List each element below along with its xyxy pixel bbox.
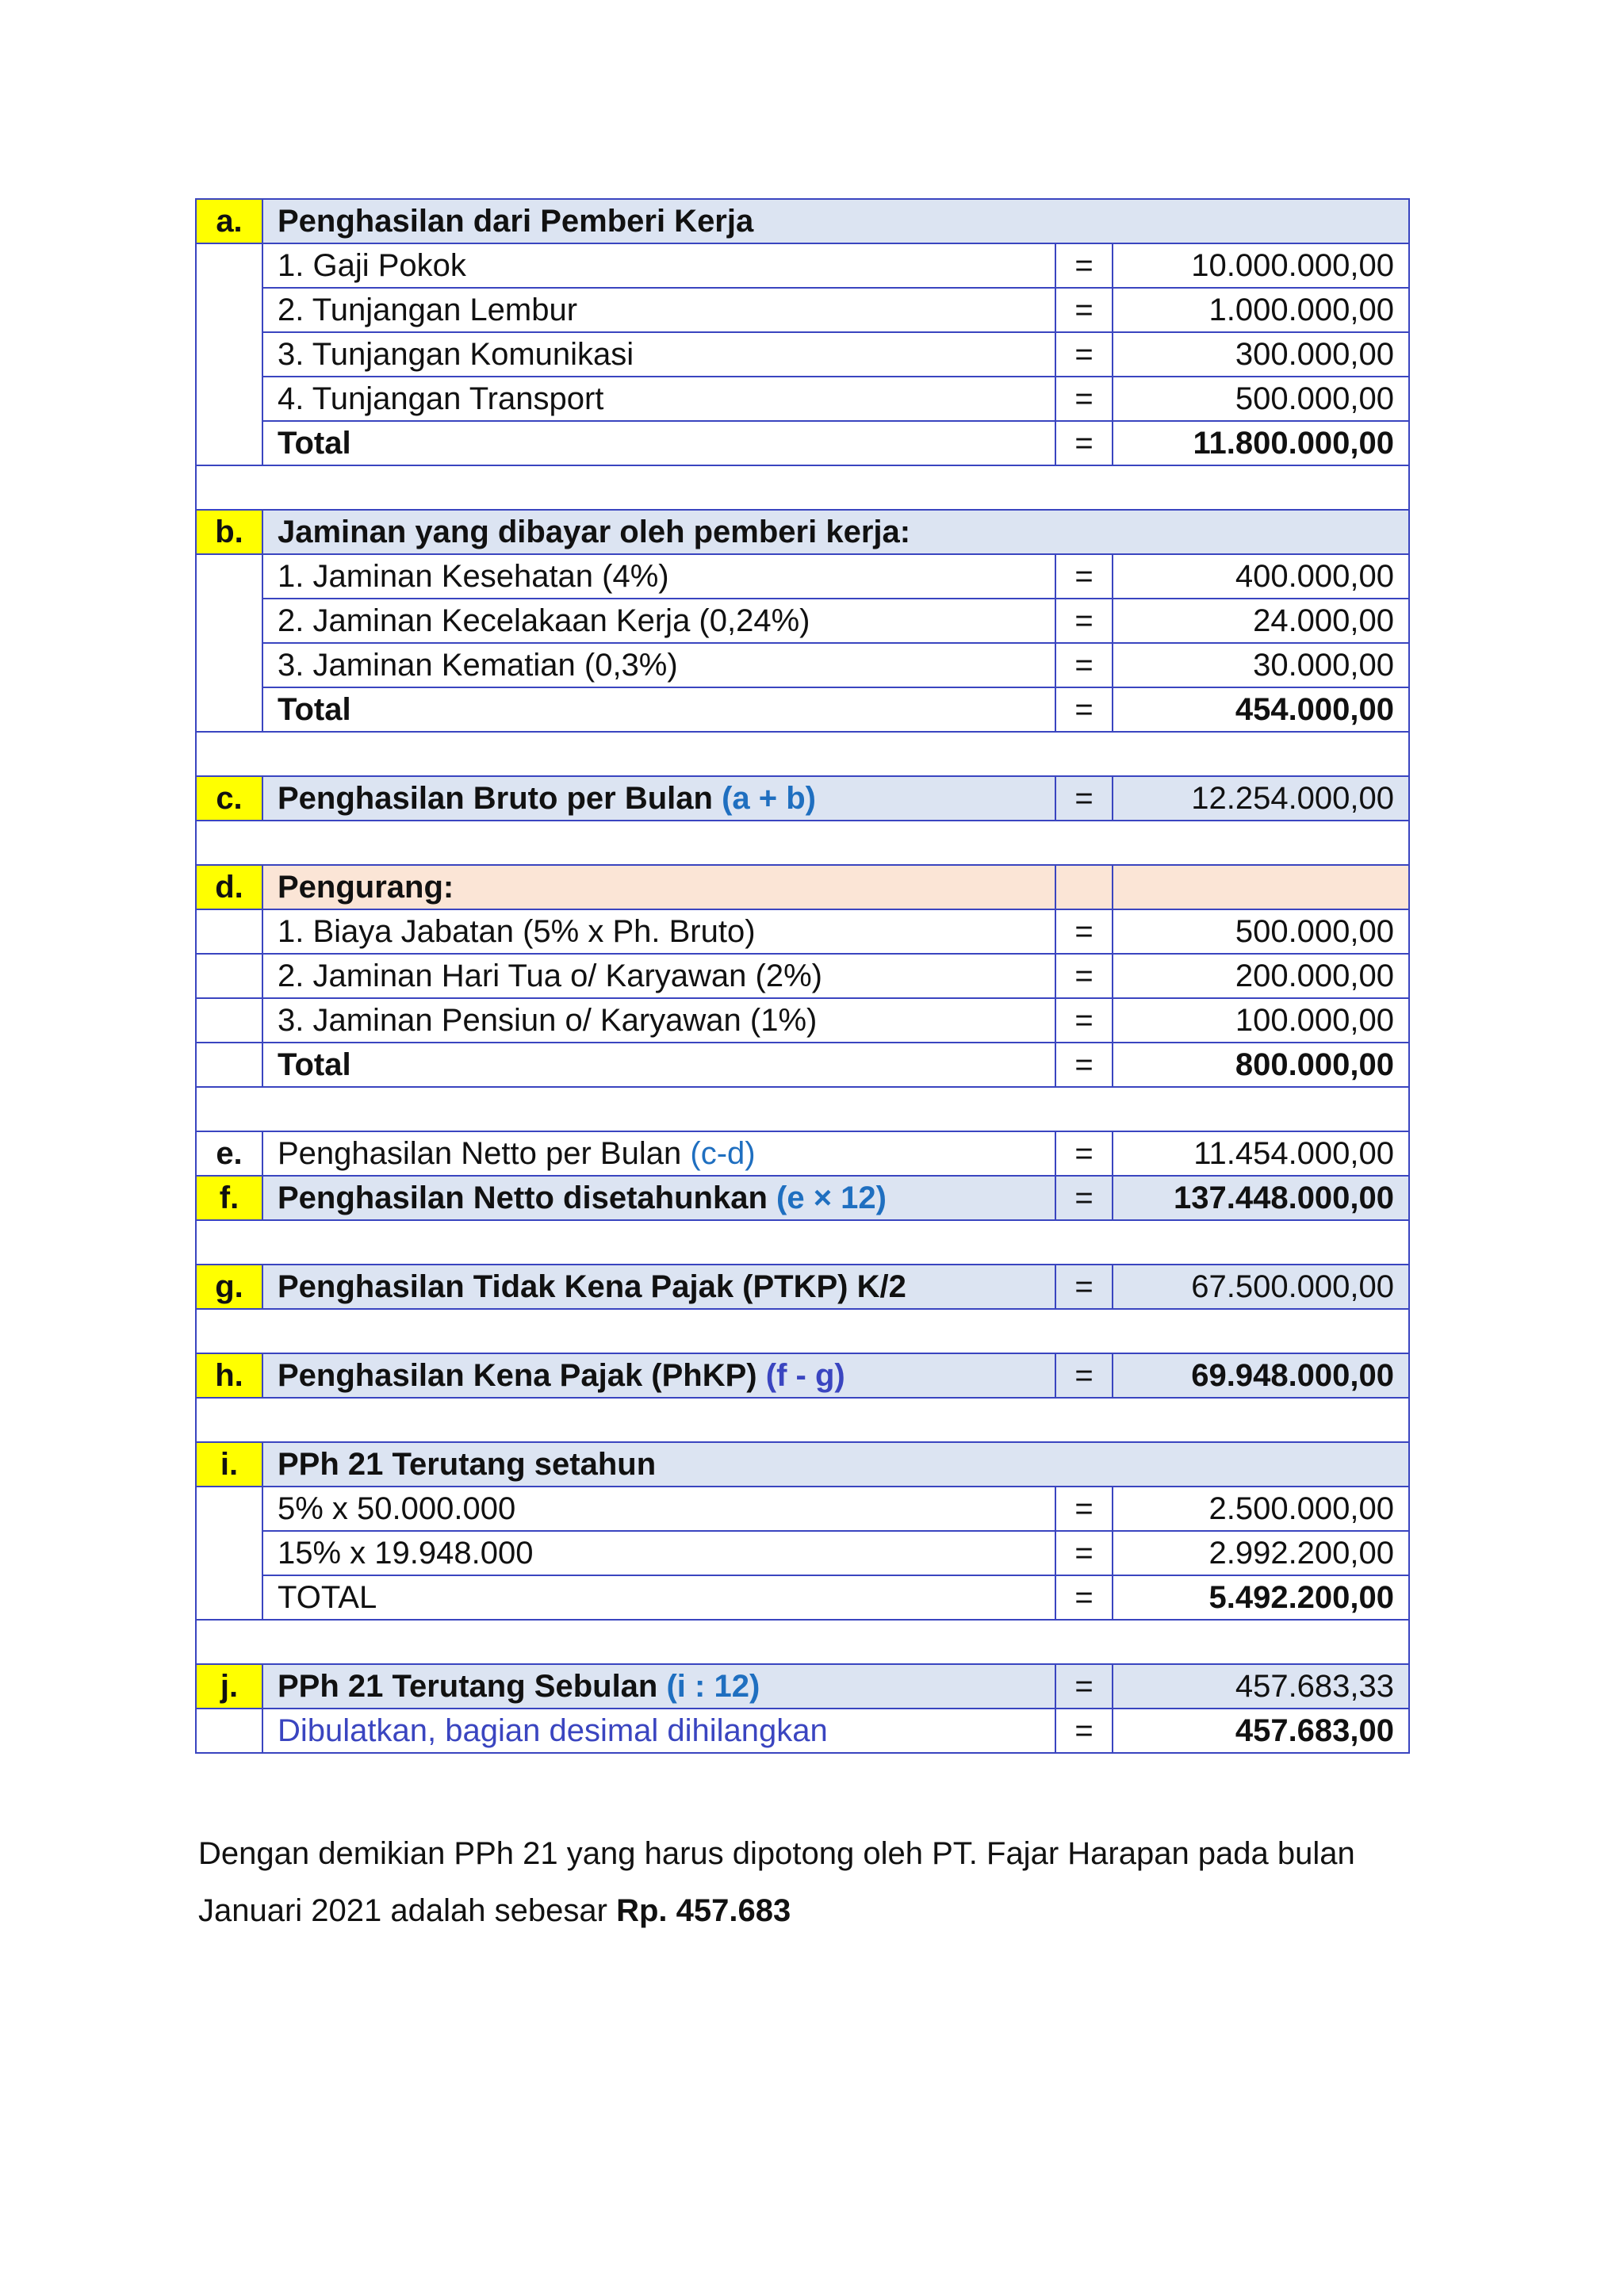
- section-b-letter: b.: [196, 510, 262, 554]
- rounded-row: [196, 1709, 1409, 1753]
- section-b-header: [196, 510, 1409, 554]
- section-j-title-cell: [262, 1664, 1055, 1709]
- section-a-header: [196, 199, 1409, 243]
- section-h-value: 69.948.000,00: [1113, 1353, 1409, 1398]
- section-g-letter: g.: [196, 1265, 262, 1309]
- equals-sign: =: [1055, 1531, 1113, 1575]
- table-row: [196, 554, 1409, 599]
- row-value: 24.000,00: [1113, 599, 1409, 643]
- total-value: 454.000,00: [1113, 687, 1409, 732]
- section-j-title: PPh 21 Terutang Sebulan: [278, 1669, 658, 1704]
- equals-sign: =: [1055, 687, 1113, 732]
- section-j-value: 457.683,33: [1113, 1664, 1409, 1709]
- section-a-title: Penghasilan dari Pemberi Kerja: [262, 199, 1409, 243]
- equals-sign: =: [1055, 998, 1113, 1043]
- spacer-row: [196, 1087, 1409, 1131]
- table-row: [196, 909, 1409, 954]
- section-g-value: 67.500.000,00: [1113, 1265, 1409, 1309]
- row-label: 1. Jaminan Kesehatan (4%): [262, 554, 1055, 599]
- section-a-letter: a.: [196, 199, 262, 243]
- equals-sign: =: [1055, 1664, 1113, 1709]
- equals-sign: =: [1055, 1709, 1113, 1753]
- section-f-row: [196, 1176, 1409, 1220]
- equals-sign: =: [1055, 1487, 1113, 1531]
- spacer-row: [196, 465, 1409, 510]
- equals-sign: =: [1055, 332, 1113, 377]
- section-f-letter: f.: [196, 1176, 262, 1220]
- section-c-title-cell: [262, 776, 1055, 821]
- section-h-letter: h.: [196, 1353, 262, 1398]
- section-j-letter: j.: [196, 1664, 262, 1709]
- conclusion-text: Dengan demikian PPh 21 yang harus dipotong oleh PT. Fajar Harapan pada bulan Januari 2021 adalah sebesar: [198, 1836, 1355, 1928]
- section-e-ref: (c-d): [690, 1136, 756, 1171]
- row-value: 10.000.000,00: [1113, 243, 1409, 288]
- equals-sign: =: [1055, 1176, 1113, 1220]
- total-value: 5.492.200,00: [1113, 1575, 1409, 1620]
- row-label: 5% x 50.000.000: [262, 1487, 1055, 1531]
- total-label: Total: [262, 421, 1055, 465]
- equals-sign: =: [1055, 1575, 1113, 1620]
- section-e-row: [196, 1131, 1409, 1176]
- equals-sign: =: [1055, 288, 1113, 332]
- equals-sign: =: [1055, 643, 1113, 687]
- equals-sign: =: [1055, 554, 1113, 599]
- section-d-letter: d.: [196, 865, 262, 909]
- section-h-title-cell: [262, 1353, 1055, 1398]
- row-value: 400.000,00: [1113, 554, 1409, 599]
- section-f-value: 137.448.000,00: [1113, 1176, 1409, 1220]
- row-value: 30.000,00: [1113, 643, 1409, 687]
- row-value: 200.000,00: [1113, 954, 1409, 998]
- equals-sign: =: [1055, 243, 1113, 288]
- section-h-ref: (f - g): [765, 1358, 845, 1393]
- section-j-ref: (i : 12): [666, 1669, 760, 1704]
- section-j-row: [196, 1664, 1409, 1709]
- section-f-title: Penghasilan Netto disetahunkan: [278, 1181, 768, 1215]
- conclusion-paragraph: [198, 1825, 1435, 1939]
- section-g-title: Penghasilan Tidak Kena Pajak (PTKP) K/2: [262, 1265, 1055, 1309]
- section-e-title: Penghasilan Netto per Bulan: [278, 1136, 682, 1171]
- section-c-letter: c.: [196, 776, 262, 821]
- rounded-label: Dibulatkan, bagian desimal dihilangkan: [262, 1709, 1055, 1753]
- spacer-row: [196, 732, 1409, 776]
- section-d-header: [196, 865, 1409, 909]
- equals-sign: =: [1055, 1353, 1113, 1398]
- tax-calculation-table: [195, 198, 1410, 1754]
- section-g-row: [196, 1265, 1409, 1309]
- equals-sign: =: [1055, 599, 1113, 643]
- section-c-ref: (a + b): [722, 781, 816, 816]
- table-row: [196, 998, 1409, 1043]
- section-i-letter: i.: [196, 1442, 262, 1487]
- row-label: 3. Jaminan Pensiun o/ Karyawan (1%): [262, 998, 1055, 1043]
- row-value: 2.500.000,00: [1113, 1487, 1409, 1531]
- equals-sign: =: [1055, 1131, 1113, 1176]
- row-value: 1.000.000,00: [1113, 288, 1409, 332]
- equals-sign: =: [1055, 421, 1113, 465]
- table-row: [196, 243, 1409, 288]
- rounded-value: 457.683,00: [1113, 1709, 1409, 1753]
- equals-sign: =: [1055, 954, 1113, 998]
- section-h-row: [196, 1353, 1409, 1398]
- row-value: 2.992.200,00: [1113, 1531, 1409, 1575]
- table-row: [196, 599, 1409, 643]
- row-label: 1. Biaya Jabatan (5% x Ph. Bruto): [262, 909, 1055, 954]
- section-c-row: [196, 776, 1409, 821]
- total-row: [196, 687, 1409, 732]
- total-label: TOTAL: [262, 1575, 1055, 1620]
- section-e-title-cell: [262, 1131, 1055, 1176]
- spacer-row: [196, 1620, 1409, 1664]
- spacer-row: [196, 821, 1409, 865]
- row-label: 15% x 19.948.000: [262, 1531, 1055, 1575]
- section-e-value: 11.454.000,00: [1113, 1131, 1409, 1176]
- row-label: 3. Jaminan Kematian (0,3%): [262, 643, 1055, 687]
- spacer-row: [196, 1398, 1409, 1442]
- row-label: 3. Tunjangan Komunikasi: [262, 332, 1055, 377]
- row-label: 4. Tunjangan Transport: [262, 377, 1055, 421]
- total-value: 11.800.000,00: [1113, 421, 1409, 465]
- total-value: 800.000,00: [1113, 1043, 1409, 1087]
- total-label: Total: [262, 1043, 1055, 1087]
- row-value: 500.000,00: [1113, 909, 1409, 954]
- spacer-row: [196, 1309, 1409, 1353]
- section-d-title: Pengurang:: [262, 865, 1055, 909]
- equals-sign: =: [1055, 1265, 1113, 1309]
- row-label: 2. Jaminan Kecelakaan Kerja (0,24%): [262, 599, 1055, 643]
- section-i-title: PPh 21 Terutang setahun: [262, 1442, 1409, 1487]
- equals-sign: =: [1055, 909, 1113, 954]
- total-row: [196, 1575, 1409, 1620]
- section-c-value: 12.254.000,00: [1113, 776, 1409, 821]
- section-i-header: [196, 1442, 1409, 1487]
- section-f-ref: (e × 12): [776, 1181, 887, 1215]
- row-label: 2. Tunjangan Lembur: [262, 288, 1055, 332]
- table-row: [196, 643, 1409, 687]
- spacer-row: [196, 1220, 1409, 1265]
- equals-sign: =: [1055, 377, 1113, 421]
- row-value: 100.000,00: [1113, 998, 1409, 1043]
- equals-sign: =: [1055, 1043, 1113, 1087]
- equals-sign: =: [1055, 776, 1113, 821]
- row-value: 300.000,00: [1113, 332, 1409, 377]
- row-value: 500.000,00: [1113, 377, 1409, 421]
- total-label: Total: [262, 687, 1055, 732]
- total-row: [196, 421, 1409, 465]
- section-c-title: Penghasilan Bruto per Bulan: [278, 781, 713, 816]
- table-row: [196, 1487, 1409, 1531]
- section-h-title: Penghasilan Kena Pajak (PhKP): [278, 1358, 757, 1393]
- table-row: [196, 954, 1409, 998]
- section-f-title-cell: [262, 1176, 1055, 1220]
- row-label: 2. Jaminan Hari Tua o/ Karyawan (2%): [262, 954, 1055, 998]
- section-e-letter: e.: [196, 1131, 262, 1176]
- section-b-title: Jaminan yang dibayar oleh pemberi kerja:: [262, 510, 1409, 554]
- table-row: [196, 377, 1409, 421]
- table-row: [196, 288, 1409, 332]
- row-label: 1. Gaji Pokok: [262, 243, 1055, 288]
- table-row: [196, 332, 1409, 377]
- conclusion-amount: Rp. 457.683: [616, 1893, 791, 1928]
- total-row: [196, 1043, 1409, 1087]
- table-row: [196, 1531, 1409, 1575]
